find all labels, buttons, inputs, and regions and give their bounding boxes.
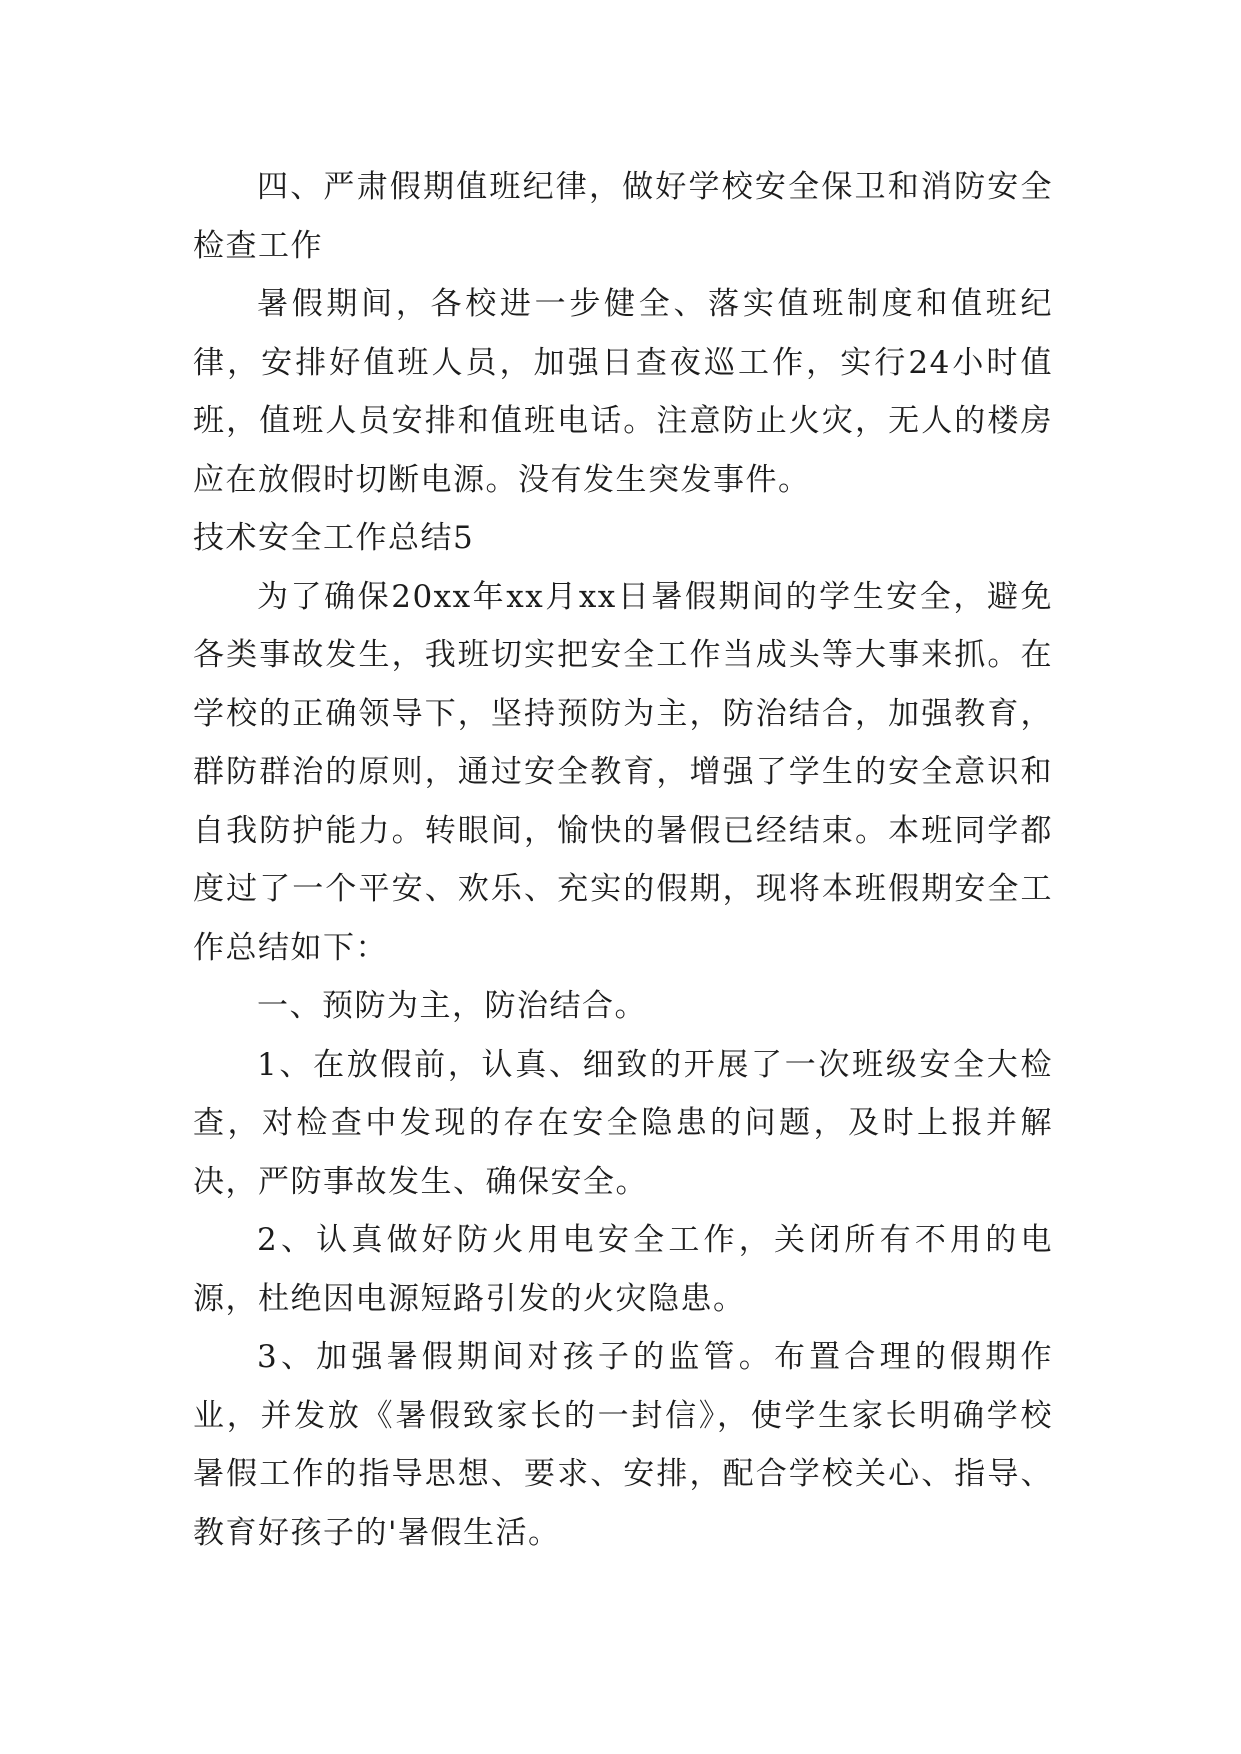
list-item-3: 3、加强暑假期间对孩子的监管。布置合理的假期作业，并发放《暑假致家长的一封信》，使学生家长明确学校暑假工作的指导思想、要求、安排，配合学校关心、指导、教育好孩子的'暑假生活。 xyxy=(193,1339,1053,1551)
paragraph-duty-schedule: 暑假期间，各校进一步健全、落实值班制度和值班纪律，安排好值班人员，加强日查夜巡工作，实行24小时值班，值班人员安排和值班电话。注意防止火灾，无人的楼房应在放假时切断电源。没有发生突发事件。 xyxy=(193,286,1053,498)
article-title: 技术安全工作总结5 xyxy=(193,520,475,556)
paragraph-intro: 为了确保20xx年xx月xx日暑假期间的学生安全，避免各类事故发生，我班切实把安全工作当成头等大事来抓。在学校的正确领导下，坚持预防为主，防治结合，加强教育，群防群治的原则，通过安全教育，增强了学生的安全意识和自我防护能力。转眼间，愉快的暑假已经结束。本班同学都度过了一个平安、欢乐、充实的假期，现将本班假期安全工作总结如下： xyxy=(193,578,1053,966)
document-body xyxy=(193,158,1053,1562)
section-heading-one: 一、预防为主，防治结合。 xyxy=(257,988,647,1024)
list-item-2: 2、认真做好防火用电安全工作，关闭所有不用的电源，杜绝因电源短路引发的火灾隐患。 xyxy=(193,1222,1053,1317)
section-heading-four: 四、严肃假期值班纪律，做好学校安全保卫和消防安全检查工作 xyxy=(193,169,1053,264)
list-item-1: 1、在放假前，认真、细致的开展了一次班级安全大检查，对检查中发现的存在安全隐患的问题，及时上报并解决，严防事故发生、确保安全。 xyxy=(193,1046,1053,1200)
